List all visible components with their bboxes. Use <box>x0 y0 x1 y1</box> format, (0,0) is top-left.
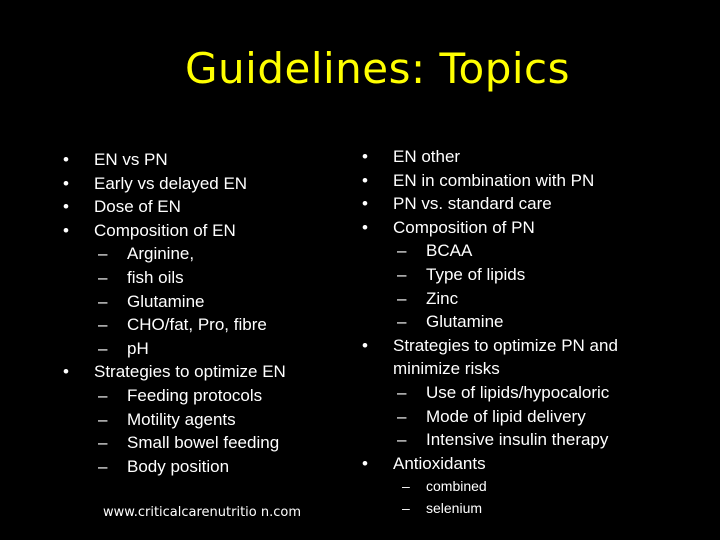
bullet-icon: • <box>63 362 69 382</box>
left-column <box>63 148 363 478</box>
dash-icon: – <box>402 478 410 495</box>
bullet-icon: • <box>63 197 69 217</box>
dash-icon: – <box>98 338 108 358</box>
dash-icon: – <box>98 456 108 476</box>
sub-list-item: – Type of lipids <box>362 263 662 287</box>
sub-list-item: – Mode of lipid delivery <box>362 405 662 429</box>
slide-title: Guidelines: Topics <box>184 44 571 93</box>
dash-icon: – <box>98 385 108 405</box>
dash-icon: – <box>397 264 407 284</box>
bullet-icon: • <box>63 220 69 240</box>
bullet-icon: • <box>362 217 368 237</box>
dash-icon: – <box>98 409 108 429</box>
bullet-icon: • <box>362 147 368 166</box>
sub-list-item: – Body position <box>63 455 363 479</box>
bullet-icon: • <box>362 170 368 190</box>
dash-icon: – <box>397 406 407 426</box>
dash-icon: – <box>397 382 407 402</box>
dash-icon: – <box>98 433 108 453</box>
list-item: • Composition of PN <box>362 216 662 240</box>
list-item: • Strategies to optimize EN <box>63 360 363 384</box>
sub-list-item: – CHO/fat, Pro, fibre <box>63 313 363 337</box>
dash-icon: – <box>402 500 410 517</box>
dash-icon: – <box>98 244 108 264</box>
sub-list-item: – combined <box>362 475 662 497</box>
dash-icon: – <box>98 315 108 335</box>
sub-list-item: – Intensive insulin therapy <box>362 428 662 452</box>
sub-list-item: – Glutamine <box>63 290 363 314</box>
list-item: • EN other <box>362 145 662 169</box>
dash-icon: – <box>397 241 407 261</box>
right-column <box>362 145 662 519</box>
dash-icon: – <box>397 430 407 450</box>
dash-icon: – <box>98 267 108 287</box>
list-item: • Composition of EN <box>63 219 363 243</box>
sub-list-item: – Zinc <box>362 287 662 311</box>
sub-list-item: – pH <box>63 337 363 361</box>
sub-list-item: – Feeding protocols <box>63 384 363 408</box>
list-item: • PN vs. standard care <box>362 192 662 216</box>
sub-list-item: – fish oils <box>63 266 363 290</box>
sub-list-item: – selenium <box>362 497 662 519</box>
footer-url: www.criticalcarenutritio n.com <box>103 505 302 520</box>
bullet-icon: • <box>63 173 69 193</box>
list-item: • Strategies to optimize PN and minimize risks <box>362 335 618 379</box>
sub-list-item: – BCAA <box>362 239 662 263</box>
bullet-icon: • <box>362 194 368 214</box>
bullet-icon: • <box>362 453 368 473</box>
dash-icon: – <box>397 288 407 308</box>
bullet-icon: • <box>362 335 368 355</box>
dash-icon: – <box>98 291 108 311</box>
list-item: • EN vs PN <box>63 148 363 172</box>
sub-list-item: – Small bowel feeding <box>63 431 363 455</box>
sub-list-item: – Arginine, <box>63 242 363 266</box>
sub-list-item: – Glutamine <box>362 310 662 334</box>
list-item: • Dose of EN <box>63 195 363 219</box>
list-item: • Antioxidants <box>362 452 662 476</box>
dash-icon: – <box>397 312 407 332</box>
list-item: • Early vs delayed EN <box>63 172 363 196</box>
sub-list-item: – Motility agents <box>63 408 363 432</box>
sub-list-item: – Use of lipids/hypocaloric <box>362 381 662 405</box>
list-item: • EN in combination with PN <box>362 169 662 193</box>
bullet-icon: • <box>63 150 69 169</box>
